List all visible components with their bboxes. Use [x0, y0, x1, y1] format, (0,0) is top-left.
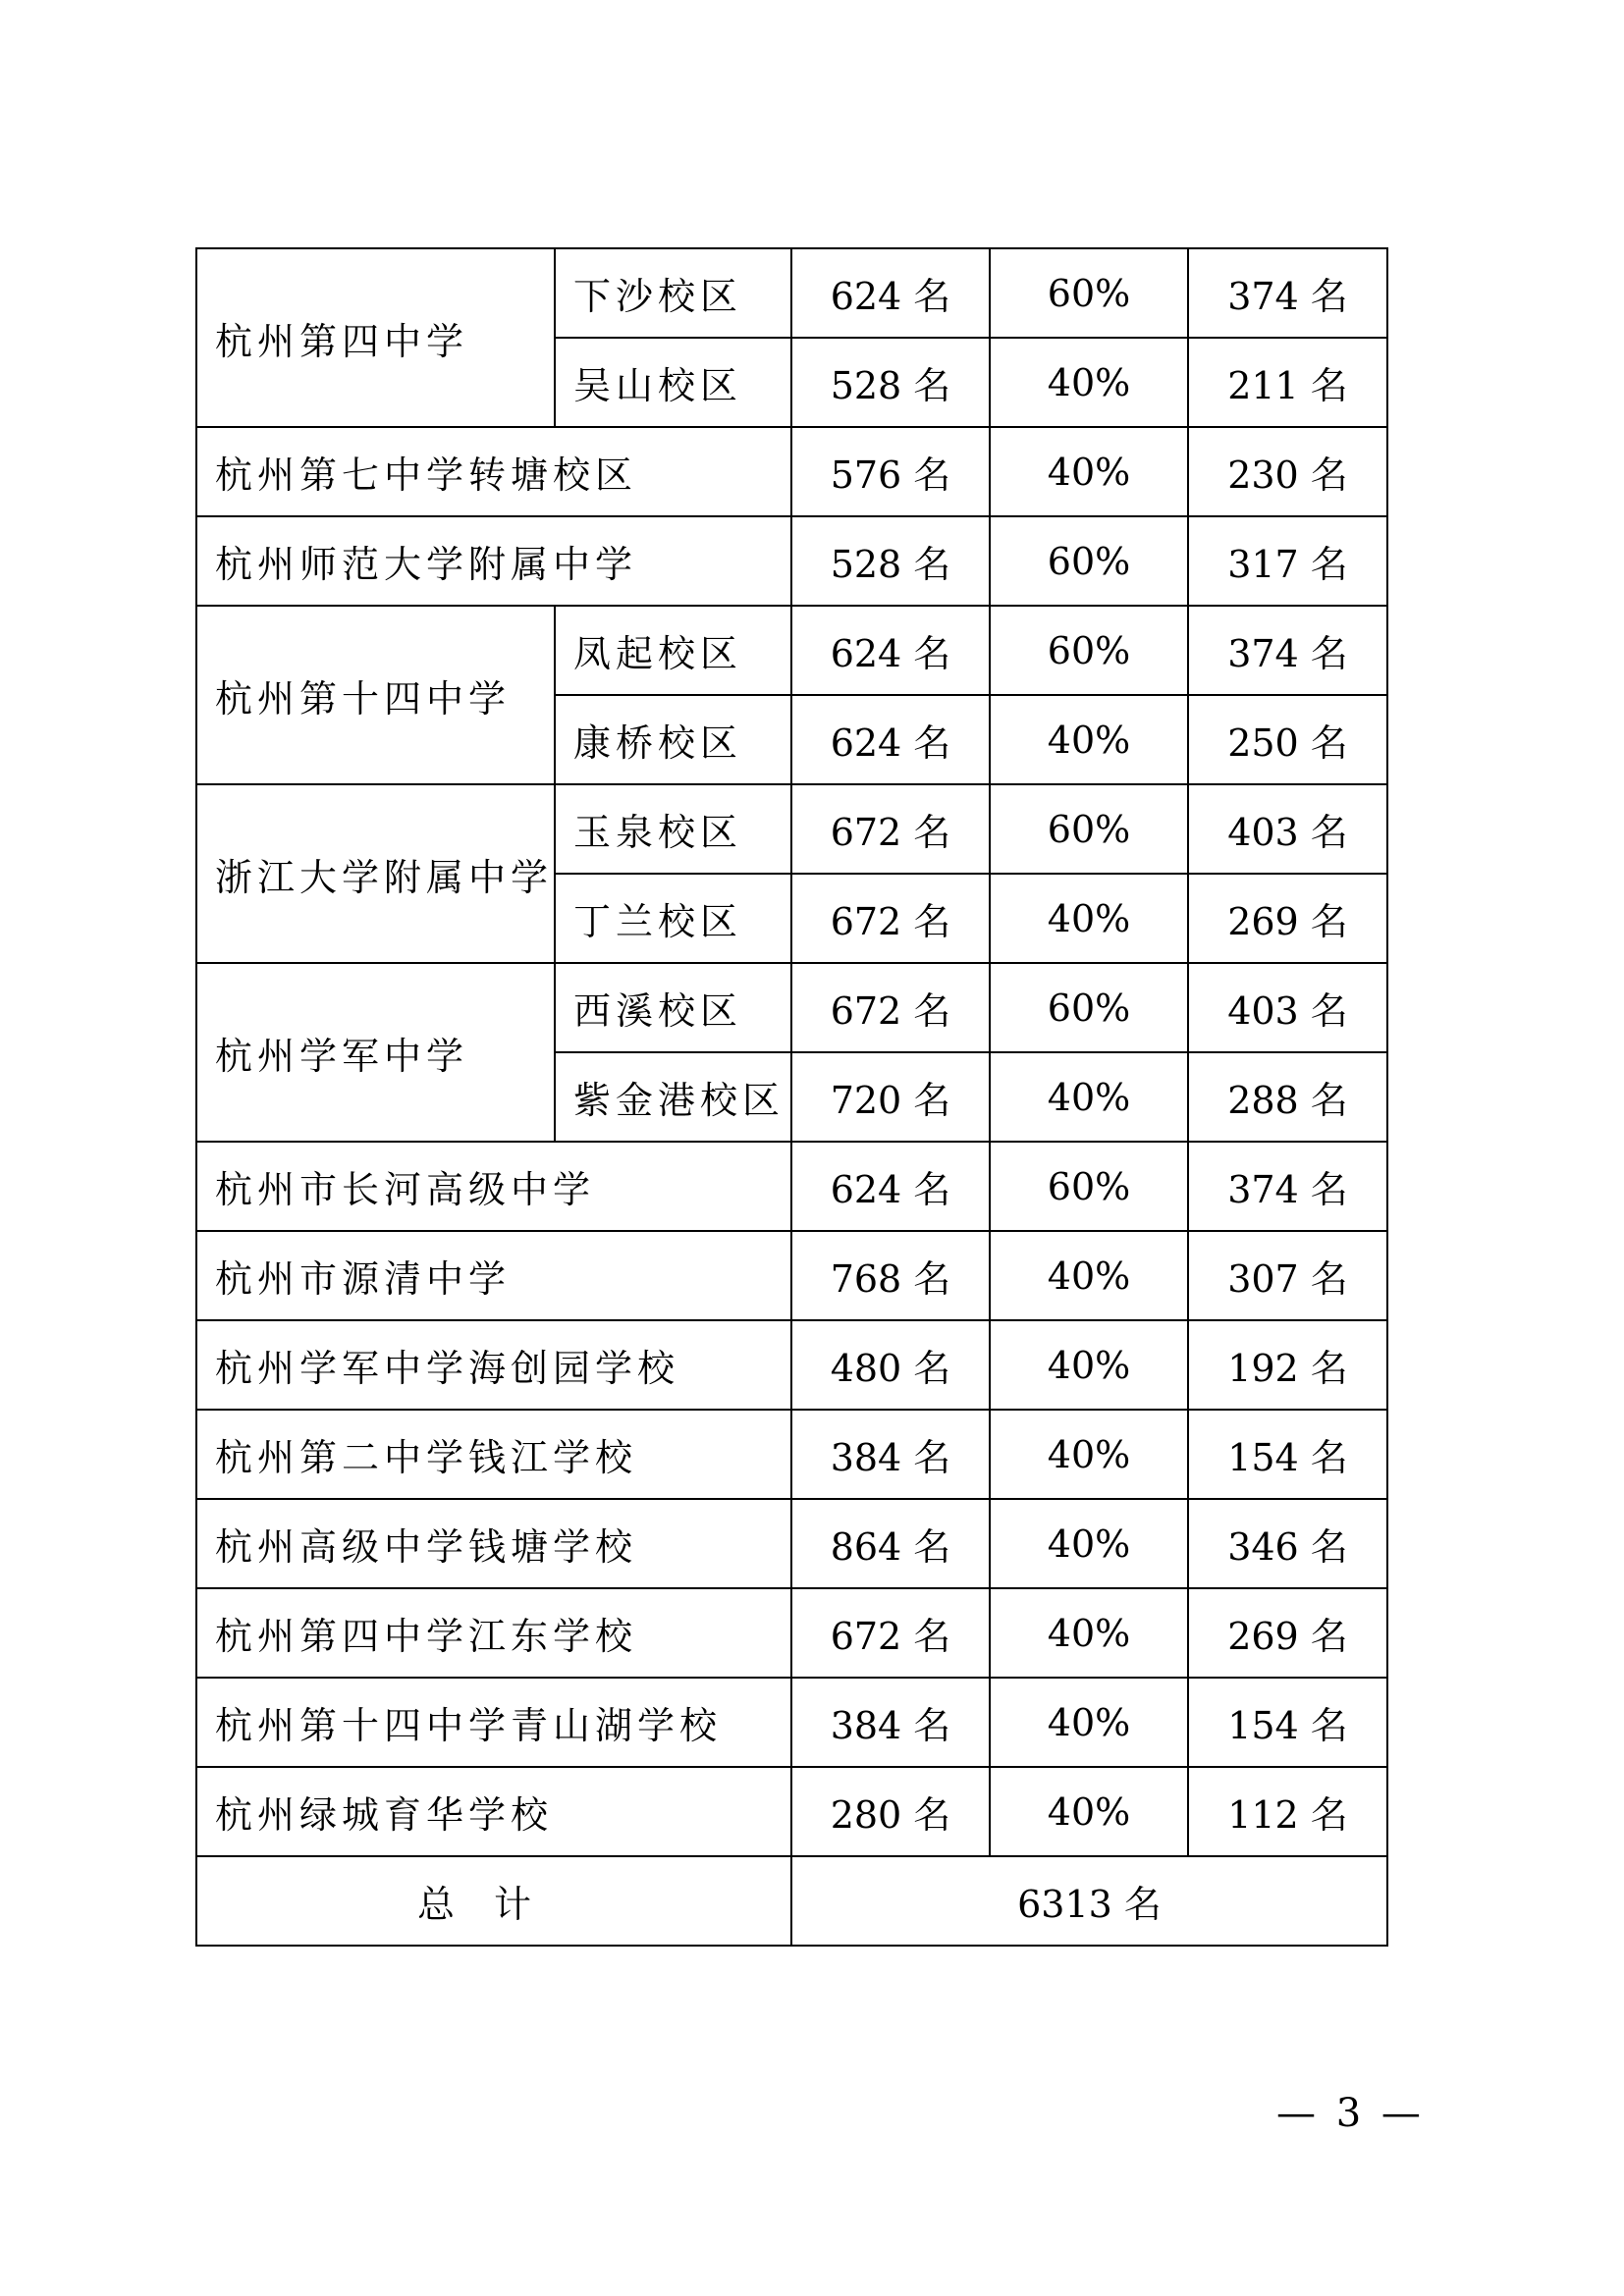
campus-cell: 凤起校区 [555, 606, 791, 695]
quota-cell: 307 名 [1188, 1231, 1387, 1320]
total-value: 6313 名 [791, 1856, 1387, 1946]
ratio-cell: 40% [990, 1678, 1188, 1767]
enrollment-cell: 624 名 [791, 695, 990, 784]
campus-cell: 康桥校区 [555, 695, 791, 784]
campus-cell: 丁兰校区 [555, 874, 791, 963]
campus-cell: 西溪校区 [555, 963, 791, 1052]
page-number: — 3 — [1276, 2091, 1425, 2136]
table-row [196, 427, 1387, 516]
ratio-cell: 60% [990, 784, 1188, 874]
quota-cell: 346 名 [1188, 1499, 1387, 1588]
enrollment-cell: 768 名 [791, 1231, 990, 1320]
table-row [196, 1320, 1387, 1410]
table-row [196, 1499, 1387, 1588]
ratio-cell: 60% [990, 963, 1188, 1052]
table-row [196, 1231, 1387, 1320]
quota-cell: 288 名 [1188, 1052, 1387, 1142]
school-name-cell: 杭州学军中学 [196, 963, 555, 1142]
enrollment-cell: 624 名 [791, 1142, 990, 1231]
school-name-cell: 杭州市源清中学 [196, 1231, 791, 1320]
enrollment-cell: 624 名 [791, 248, 990, 338]
enrollment-cell: 576 名 [791, 427, 990, 516]
enrollment-cell: 528 名 [791, 338, 990, 427]
table-row [196, 1142, 1387, 1231]
school-name-cell: 杭州绿城育华学校 [196, 1767, 791, 1856]
quota-cell: 154 名 [1188, 1410, 1387, 1499]
enrollment-cell: 480 名 [791, 1320, 990, 1410]
enrollment-cell: 280 名 [791, 1767, 990, 1856]
campus-cell: 下沙校区 [555, 248, 791, 338]
school-name-cell: 杭州师范大学附属中学 [196, 516, 791, 606]
school-name-cell: 杭州学军中学海创园学校 [196, 1320, 791, 1410]
school-name-cell: 杭州第四中学江东学校 [196, 1588, 791, 1678]
quota-cell: 269 名 [1188, 1588, 1387, 1678]
quota-cell: 192 名 [1188, 1320, 1387, 1410]
quota-cell: 269 名 [1188, 874, 1387, 963]
campus-cell: 吴山校区 [555, 338, 791, 427]
total-label: 总计 [196, 1856, 791, 1946]
table-row [196, 963, 1387, 1052]
ratio-cell: 60% [990, 248, 1188, 338]
quota-table [195, 247, 1388, 1947]
quota-cell: 250 名 [1188, 695, 1387, 784]
table-row [196, 784, 1387, 874]
school-name-cell: 杭州第二中学钱江学校 [196, 1410, 791, 1499]
quota-cell: 403 名 [1188, 784, 1387, 874]
quota-cell: 317 名 [1188, 516, 1387, 606]
enrollment-cell: 528 名 [791, 516, 990, 606]
quota-cell: 374 名 [1188, 248, 1387, 338]
ratio-cell: 40% [990, 427, 1188, 516]
enrollment-cell: 624 名 [791, 606, 990, 695]
enrollment-cell: 384 名 [791, 1678, 990, 1767]
school-name-cell: 浙江大学附属中学 [196, 784, 555, 963]
enrollment-cell: 672 名 [791, 963, 990, 1052]
campus-cell: 紫金港校区 [555, 1052, 791, 1142]
table-row [196, 606, 1387, 695]
total-row [196, 1856, 1387, 1946]
ratio-cell: 40% [990, 1052, 1188, 1142]
school-name-cell: 杭州高级中学钱塘学校 [196, 1499, 791, 1588]
ratio-cell: 60% [990, 1142, 1188, 1231]
enrollment-cell: 672 名 [791, 784, 990, 874]
ratio-cell: 60% [990, 516, 1188, 606]
quota-cell: 403 名 [1188, 963, 1387, 1052]
enrollment-cell: 384 名 [791, 1410, 990, 1499]
ratio-cell: 40% [990, 1767, 1188, 1856]
ratio-cell: 40% [990, 695, 1188, 784]
enrollment-cell: 672 名 [791, 1588, 990, 1678]
enrollment-cell: 720 名 [791, 1052, 990, 1142]
campus-cell: 玉泉校区 [555, 784, 791, 874]
school-name-cell: 杭州第七中学转塘校区 [196, 427, 791, 516]
school-name-cell: 杭州第十四中学青山湖学校 [196, 1678, 791, 1767]
enrollment-cell: 672 名 [791, 874, 990, 963]
table-row [196, 248, 1387, 338]
table-row [196, 1678, 1387, 1767]
table-row [196, 516, 1387, 606]
quota-cell: 230 名 [1188, 427, 1387, 516]
school-name-cell: 杭州第十四中学 [196, 606, 555, 784]
quota-cell: 154 名 [1188, 1678, 1387, 1767]
ratio-cell: 40% [990, 338, 1188, 427]
ratio-cell: 40% [990, 1499, 1188, 1588]
ratio-cell: 40% [990, 1410, 1188, 1499]
enrollment-cell: 864 名 [791, 1499, 990, 1588]
ratio-cell: 40% [990, 1588, 1188, 1678]
school-name-cell: 杭州市长河高级中学 [196, 1142, 791, 1231]
quota-cell: 211 名 [1188, 338, 1387, 427]
table-row [196, 1588, 1387, 1678]
quota-cell: 374 名 [1188, 606, 1387, 695]
quota-cell: 374 名 [1188, 1142, 1387, 1231]
ratio-cell: 40% [990, 1231, 1188, 1320]
ratio-cell: 40% [990, 874, 1188, 963]
table-row [196, 1410, 1387, 1499]
quota-cell: 112 名 [1188, 1767, 1387, 1856]
table-row [196, 1767, 1387, 1856]
school-name-cell: 杭州第四中学 [196, 248, 555, 427]
ratio-cell: 40% [990, 1320, 1188, 1410]
ratio-cell: 60% [990, 606, 1188, 695]
